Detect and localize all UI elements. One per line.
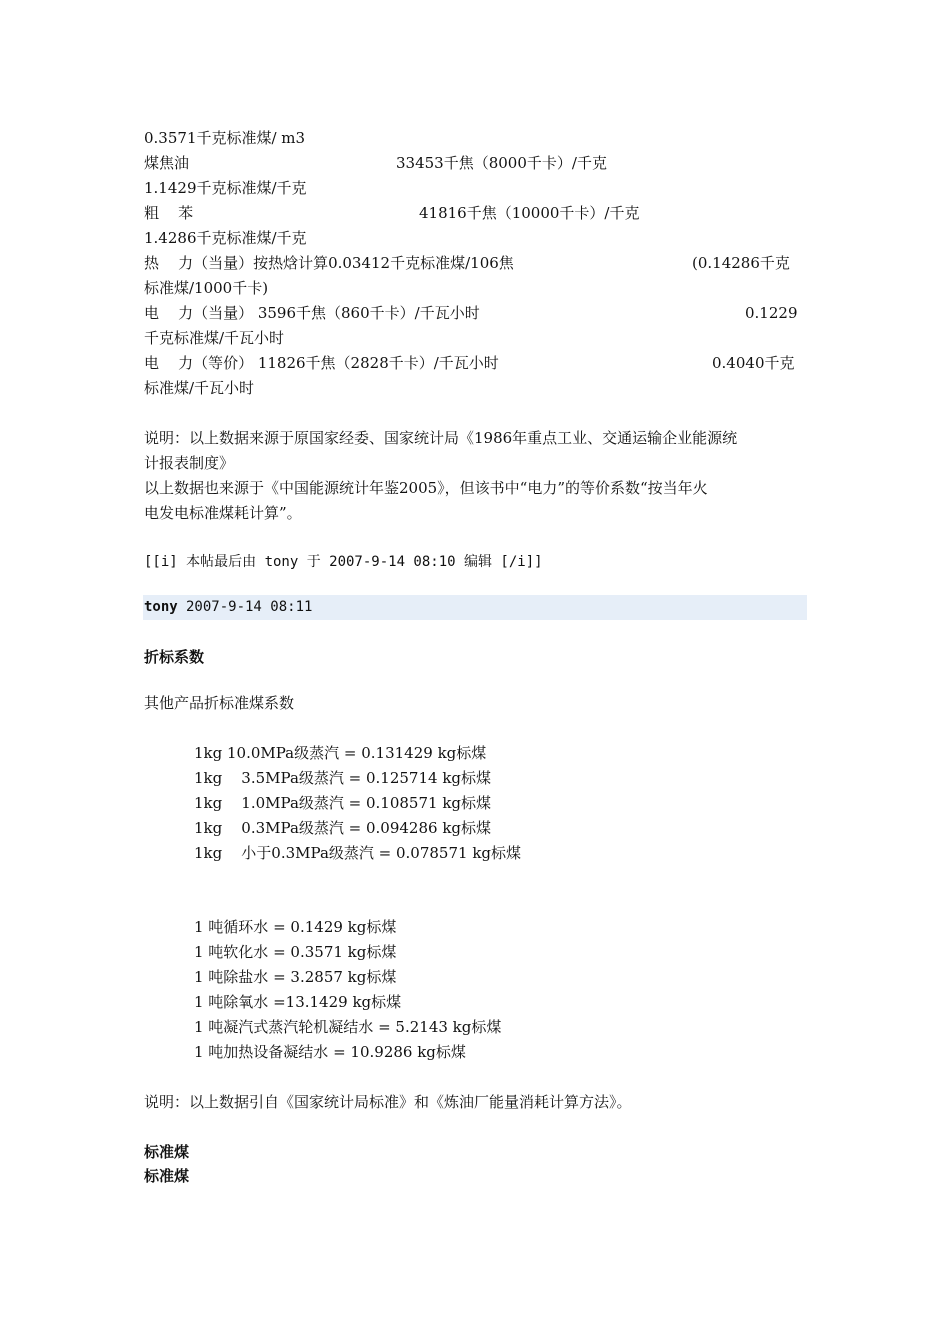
coef-name-coal-tar: 煤焦油 [144, 154, 190, 172]
steam-coef-line: 1kg 0.3MPa级蒸汽 = 0.094286 kg标煤 [194, 819, 492, 837]
coef-line: 标准煤/千瓦小时 [144, 379, 255, 397]
water-coef-line: 1 吨除盐水 = 3.2857 kg标煤 [194, 968, 397, 986]
post-author[interactable]: tony [144, 599, 178, 615]
water-coef-line: 1 吨软化水 = 0.3571 kg标煤 [194, 943, 397, 961]
source-note-line: 以上数据也来源于《中国能源统计年鉴2005》，但该书中“电力”的等价系数“按当年火 [144, 479, 708, 497]
standard-coal-heading: 标准煤 [144, 1167, 190, 1185]
post-timestamp: 2007-9-14 08:11 [186, 599, 313, 615]
coef-line: 0.3571千克标准煤/ m3 [144, 129, 306, 147]
water-coef-line: 1 吨循环水 = 0.1429 kg标煤 [194, 918, 397, 936]
coef-electricity-equal-value-right: 0.4040千克 [712, 354, 795, 372]
coef-electricity-equivalent: 电 力（当量） 3596千焦（860千卡）/千瓦小时 [144, 304, 480, 322]
water-coef-line: 1 吨加热设备凝结水 = 10.9286 kg标煤 [194, 1043, 466, 1061]
coef-line: 标准煤/1000千卡) [144, 279, 269, 297]
coef-line: 1.4286千克标准煤/千克 [144, 229, 307, 247]
source-note-line: 说明：以上数据来源于原国家经委、国家统计局《1986年重点工业、交通运输企业能源统 [144, 429, 738, 447]
source-note-line: 计报表制度》 [144, 454, 235, 472]
steam-coef-line: 1kg 10.0MPa级蒸汽 = 0.131429 kg标煤 [194, 744, 487, 762]
section-title: 折标系数 [144, 648, 205, 666]
edit-note: [[i] 本帖最后由 tony 于 2007-9-14 08:10 编辑 [/i]] [144, 554, 543, 570]
coef-line: 1.1429千克标准煤/千克 [144, 179, 307, 197]
coef-value-coal-tar: 33453千焦（8000千卡）/千克 [396, 154, 607, 172]
coef-electricity-equal-value: 电 力（等价） 11826千焦（2828千卡）/千瓦小时 [144, 354, 499, 372]
coef-name-benzene: 粗 苯 [144, 204, 194, 222]
coef-line: 千克标准煤/千瓦小时 [144, 329, 285, 347]
section-subtitle: 其他产品折标准煤系数 [144, 694, 295, 712]
water-coef-line: 1 吨除氧水 =13.1429 kg标煤 [194, 993, 402, 1011]
coef-heat-value: (0.14286千克 [692, 254, 790, 272]
source-note-line: 电发电标准煤耗计算”。 [144, 504, 302, 522]
water-coef-line: 1 吨凝汽式蒸汽轮机凝结水 = 5.2143 kg标煤 [194, 1018, 502, 1036]
coef-heat: 热 力（当量）按热焓计算0.03412千克标准煤/106焦 [144, 254, 514, 272]
coef-value-benzene: 41816千焦（10000千卡）/千克 [419, 204, 640, 222]
standard-coal-heading: 标准煤 [144, 1143, 190, 1161]
steam-coef-line: 1kg 小于0.3MPa级蒸汽 = 0.078571 kg标煤 [194, 844, 522, 862]
post-header [143, 595, 807, 620]
steam-coef-line: 1kg 3.5MPa级蒸汽 = 0.125714 kg标煤 [194, 769, 492, 787]
coef-electricity-equivalent-value: 0.1229 [745, 304, 798, 322]
steam-coef-line: 1kg 1.0MPa级蒸汽 = 0.108571 kg标煤 [194, 794, 492, 812]
source-note: 说明：以上数据引自《国家统计局标准》和《炼油厂能量消耗计算方法》。 [144, 1093, 632, 1111]
